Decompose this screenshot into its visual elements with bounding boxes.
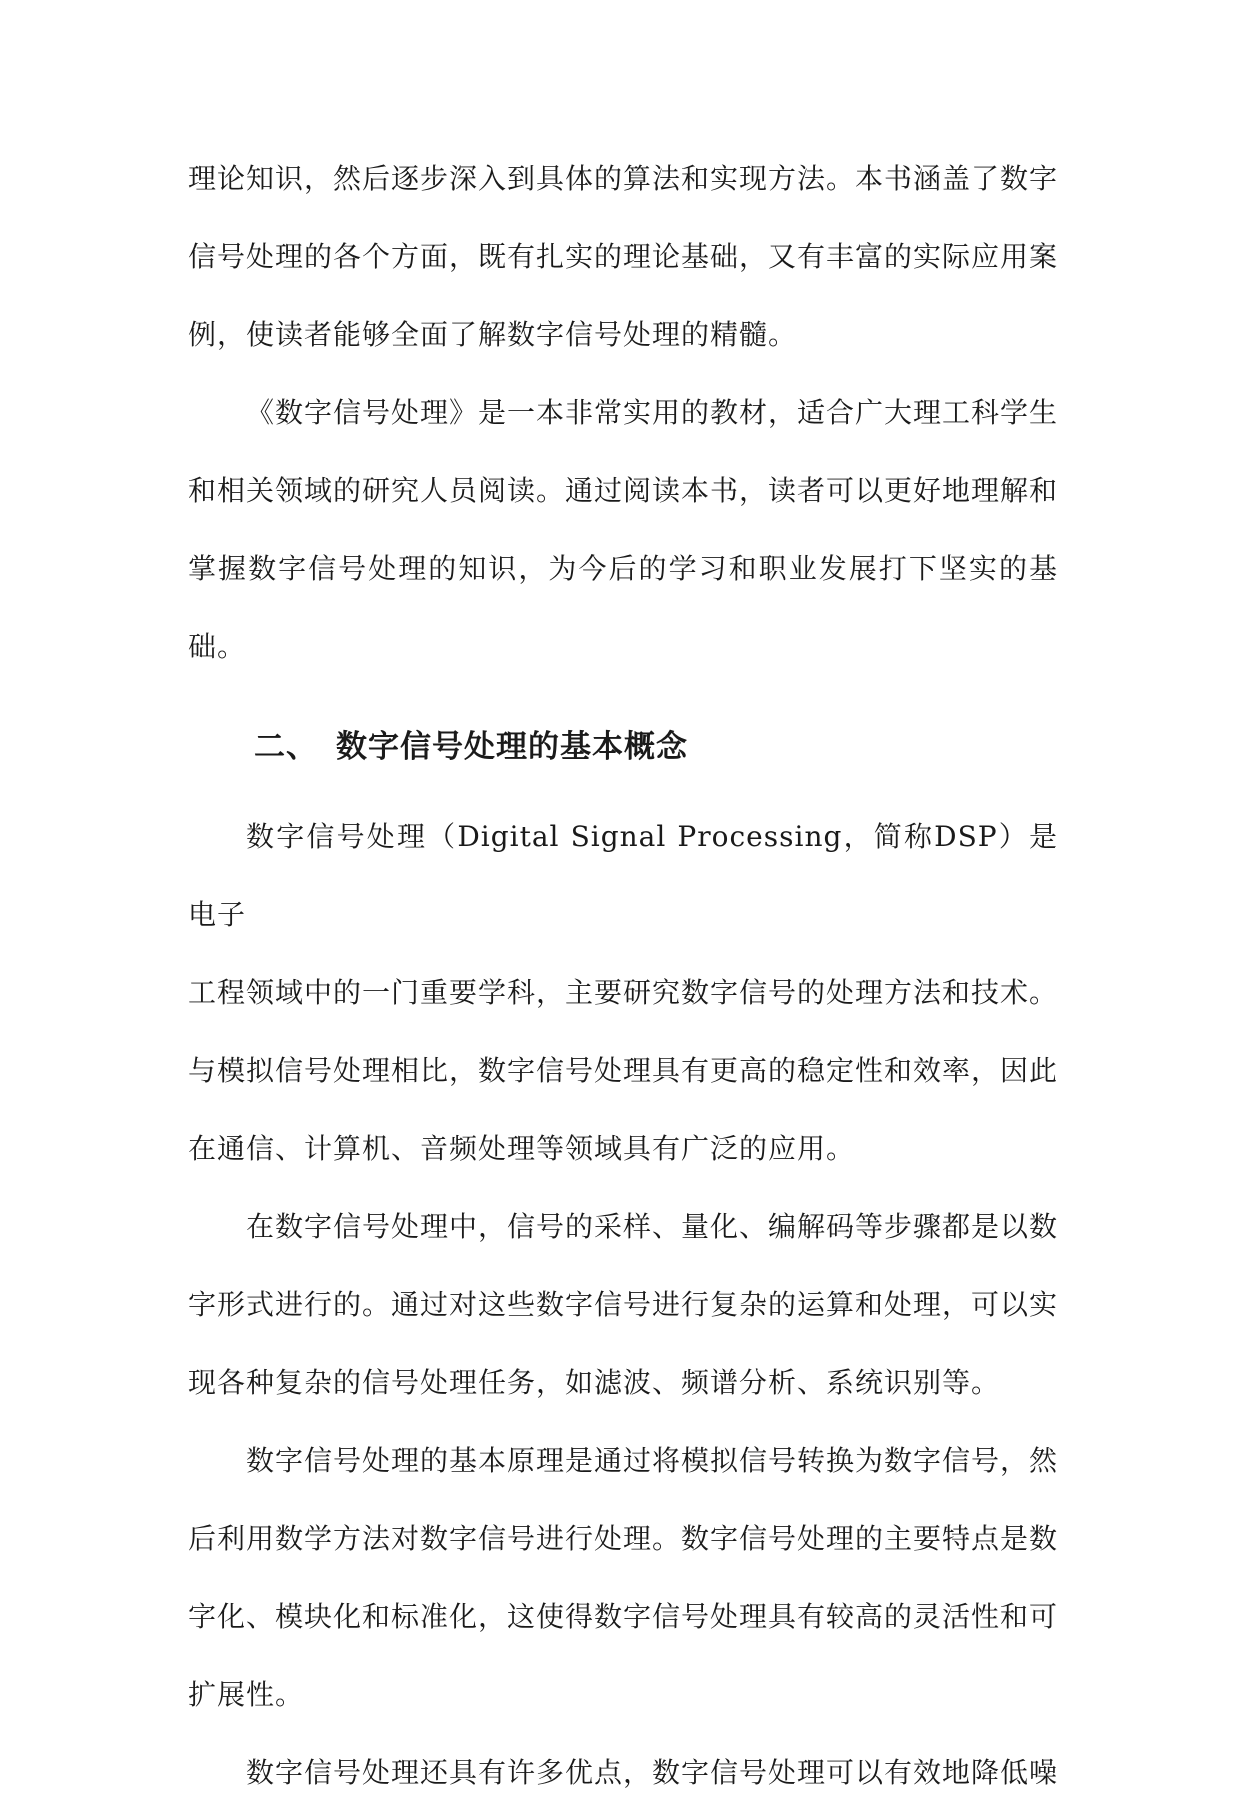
section-number: 二、	[254, 729, 318, 765]
paragraph-line: 工程领域中的一门重要学科，主要研究数字信号的处理方法和技术。	[188, 976, 1059, 1009]
paragraph-line: 字化、模块化和标准化，这使得数字信号处理具有较高的灵活性和可	[188, 1600, 1059, 1633]
paragraph-line: 字形式进行的。通过对这些数字信号进行复杂的运算和处理，可以实	[188, 1288, 1059, 1321]
paragraph-line: 例，使读者能够全面了解数字信号处理的精髓。	[188, 318, 798, 351]
paragraph-line: 现各种复杂的信号处理任务，如滤波、频谱分析、系统识别等。	[188, 1366, 1001, 1399]
paragraph-line: 信号处理的各个方面，既有扎实的理论基础，又有丰富的实际应用案	[188, 240, 1059, 273]
paragraph-line: 扩展性。	[188, 1678, 305, 1711]
paragraph-line: 数字信号处理（Digital Signal Processing，简称DSP）是电子	[188, 820, 1058, 931]
paragraph-line: 与模拟信号处理相比，数字信号处理具有更高的稳定性和效率，因此	[188, 1054, 1059, 1087]
paragraph-intro-1	[188, 140, 1058, 374]
paragraph-line: 后利用数学方法对数字信号进行处理。数字信号处理的主要特点是数	[188, 1522, 1059, 1555]
paragraph-line: 和相关领域的研究人员阅读。通过阅读本书，读者可以更好地理解和	[188, 474, 1059, 507]
document-page	[188, 140, 1058, 1812]
section-heading	[188, 708, 1058, 786]
paragraph-line: 数字信号处理的基本原理是通过将模拟信号转换为数字信号，然	[246, 1444, 1059, 1477]
section-title: 数字信号处理的基本概念	[336, 729, 688, 765]
paragraph-intro-2	[188, 374, 1058, 686]
paragraph-advantages	[188, 1734, 1058, 1812]
paragraph-line: 在数字信号处理中，信号的采样、量化、编解码等步骤都是以数	[246, 1210, 1059, 1243]
paragraph-line: 掌握数字信号处理的知识，为今后的学习和职业发展打下坚实的基础。	[188, 552, 1058, 663]
paragraph-line: 在通信、计算机、音频处理等领域具有广泛的应用。	[188, 1132, 856, 1165]
paragraph-definition	[188, 798, 1058, 1188]
paragraph-line: 数字信号处理还具有许多优点，数字信号处理可以有效地降低噪	[246, 1756, 1059, 1789]
paragraph-line: 理论知识，然后逐步深入到具体的算法和实现方法。本书涵盖了数字	[188, 162, 1059, 195]
paragraph-principle	[188, 1422, 1058, 1734]
paragraph-line: 《数字信号处理》是一本非常实用的教材，适合广大理工科学生	[246, 396, 1059, 429]
paragraph-steps	[188, 1188, 1058, 1422]
